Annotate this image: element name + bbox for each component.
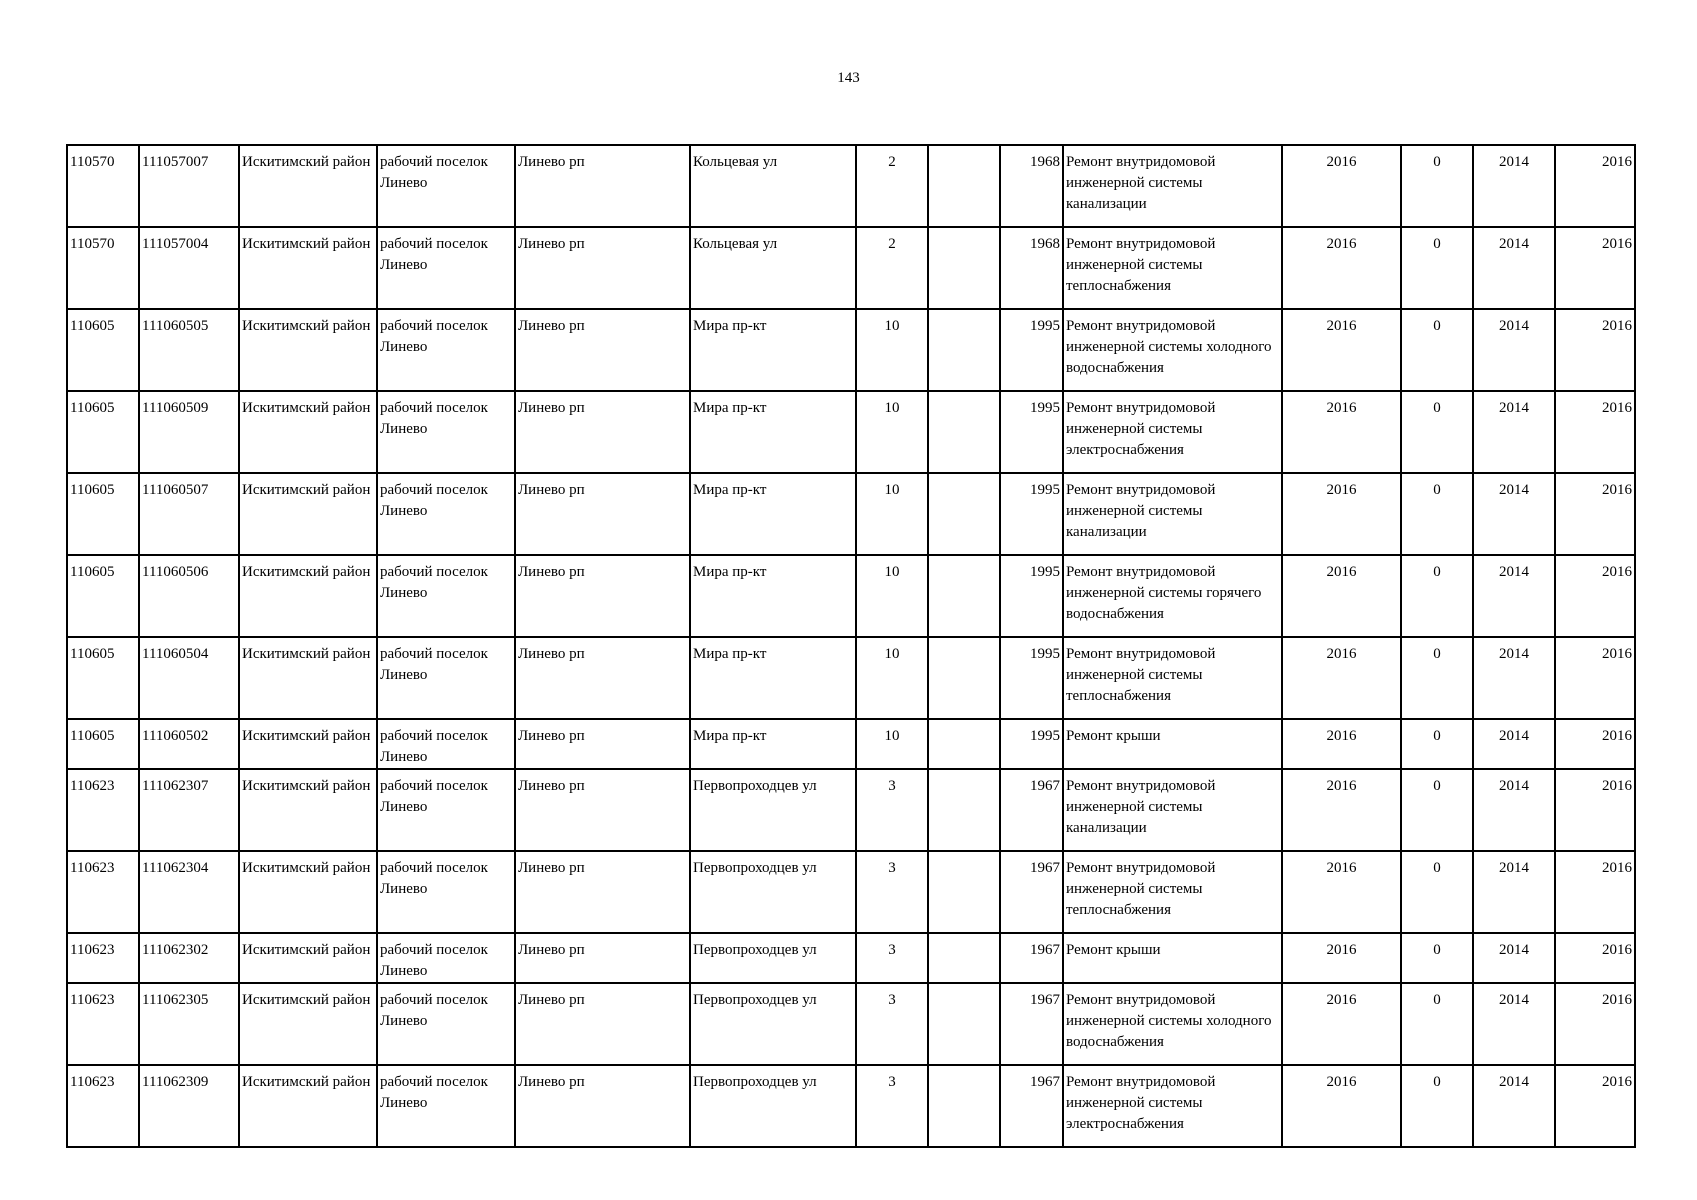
cell-settlement: рабочий поселок Линево: [377, 473, 515, 555]
cell-value: 0: [1401, 933, 1473, 983]
cell-build-year: 1967: [1000, 851, 1063, 933]
cell-record-id: 110605: [67, 391, 139, 473]
cell-build-year: 1995: [1000, 719, 1063, 769]
cell-work-type: Ремонт внутридомовой инженерной системы электроснабжения: [1063, 391, 1282, 473]
cell-building: [928, 769, 1000, 851]
cell-value: 0: [1401, 145, 1473, 227]
cell-work-type: Ремонт внутридомовой инженерной системы канализации: [1063, 145, 1282, 227]
cell-street: Первопроходцев ул: [690, 933, 856, 983]
cell-locality: Линево рп: [515, 473, 690, 555]
cell-work-type: Ремонт внутридомовой инженерной системы горячего водоснабжения: [1063, 555, 1282, 637]
cell-period-end: 2016: [1555, 769, 1635, 851]
cell-settlement: рабочий поселок Линево: [377, 1065, 515, 1147]
cell-record-id: 110623: [67, 769, 139, 851]
table-row: [67, 719, 1635, 769]
cell-period-start: 2014: [1473, 391, 1555, 473]
table-row: [67, 227, 1635, 309]
cell-plan-year: 2016: [1282, 851, 1401, 933]
cell-locality: Линево рп: [515, 637, 690, 719]
cell-period-start: 2014: [1473, 851, 1555, 933]
cell-plan-year: 2016: [1282, 769, 1401, 851]
cell-plan-year: 2016: [1282, 473, 1401, 555]
cell-record-id: 110623: [67, 933, 139, 983]
cell-build-year: 1995: [1000, 391, 1063, 473]
cell-period-start: 2014: [1473, 769, 1555, 851]
cell-build-year: 1968: [1000, 227, 1063, 309]
cell-street: Мира пр-кт: [690, 719, 856, 769]
cell-settlement: рабочий поселок Линево: [377, 145, 515, 227]
cell-locality: Линево рп: [515, 769, 690, 851]
table-row: [67, 851, 1635, 933]
cell-period-end: 2016: [1555, 145, 1635, 227]
cell-district: Искитимский район: [239, 1065, 377, 1147]
cell-house-number: 3: [856, 851, 928, 933]
cell-street: Первопроходцев ул: [690, 769, 856, 851]
cell-value: 0: [1401, 719, 1473, 769]
table-row: [67, 637, 1635, 719]
cell-value: 0: [1401, 309, 1473, 391]
cell-value: 0: [1401, 555, 1473, 637]
cell-plan-year: 2016: [1282, 309, 1401, 391]
registry-table: [66, 144, 1636, 1148]
cell-work-id: 111060504: [139, 637, 239, 719]
cell-district: Искитимский район: [239, 473, 377, 555]
cell-district: Искитимский район: [239, 637, 377, 719]
cell-work-type: Ремонт крыши: [1063, 933, 1282, 983]
cell-street: Кольцевая ул: [690, 227, 856, 309]
table-row: [67, 983, 1635, 1065]
cell-building: [928, 933, 1000, 983]
cell-settlement: рабочий поселок Линево: [377, 309, 515, 391]
cell-house-number: 10: [856, 637, 928, 719]
cell-record-id: 110605: [67, 555, 139, 637]
cell-period-start: 2014: [1473, 719, 1555, 769]
cell-plan-year: 2016: [1282, 1065, 1401, 1147]
cell-build-year: 1967: [1000, 983, 1063, 1065]
cell-house-number: 2: [856, 227, 928, 309]
cell-district: Искитимский район: [239, 555, 377, 637]
cell-building: [928, 227, 1000, 309]
cell-build-year: 1967: [1000, 933, 1063, 983]
cell-value: 0: [1401, 637, 1473, 719]
cell-building: [928, 637, 1000, 719]
cell-period-end: 2016: [1555, 473, 1635, 555]
cell-period-start: 2014: [1473, 309, 1555, 391]
cell-work-type: Ремонт внутридомовой инженерной системы холодного водоснабжения: [1063, 983, 1282, 1065]
cell-period-start: 2014: [1473, 983, 1555, 1065]
cell-settlement: рабочий поселок Линево: [377, 227, 515, 309]
cell-plan-year: 2016: [1282, 933, 1401, 983]
cell-locality: Линево рп: [515, 983, 690, 1065]
cell-district: Искитимский район: [239, 769, 377, 851]
cell-street: Первопроходцев ул: [690, 1065, 856, 1147]
cell-work-type: Ремонт крыши: [1063, 719, 1282, 769]
cell-period-start: 2014: [1473, 145, 1555, 227]
page-number: 143: [837, 70, 860, 86]
cell-house-number: 3: [856, 769, 928, 851]
cell-settlement: рабочий поселок Линево: [377, 719, 515, 769]
cell-house-number: 3: [856, 933, 928, 983]
cell-work-id: 111062304: [139, 851, 239, 933]
cell-locality: Линево рп: [515, 309, 690, 391]
cell-record-id: 110605: [67, 719, 139, 769]
cell-district: Искитимский район: [239, 983, 377, 1065]
table-row: [67, 555, 1635, 637]
cell-period-start: 2014: [1473, 473, 1555, 555]
cell-build-year: 1995: [1000, 637, 1063, 719]
table-body: [67, 145, 1635, 1147]
cell-street: Мира пр-кт: [690, 309, 856, 391]
cell-work-type: Ремонт внутридомовой инженерной системы теплоснабжения: [1063, 637, 1282, 719]
cell-work-type: Ремонт внутридомовой инженерной системы канализации: [1063, 473, 1282, 555]
cell-plan-year: 2016: [1282, 719, 1401, 769]
cell-period-start: 2014: [1473, 1065, 1555, 1147]
cell-period-start: 2014: [1473, 637, 1555, 719]
cell-plan-year: 2016: [1282, 983, 1401, 1065]
cell-locality: Линево рп: [515, 719, 690, 769]
cell-work-id: 111062305: [139, 983, 239, 1065]
cell-street: Мира пр-кт: [690, 473, 856, 555]
cell-period-end: 2016: [1555, 391, 1635, 473]
cell-house-number: 10: [856, 309, 928, 391]
cell-value: 0: [1401, 851, 1473, 933]
cell-value: 0: [1401, 473, 1473, 555]
table-row: [67, 145, 1635, 227]
cell-locality: Линево рп: [515, 145, 690, 227]
cell-plan-year: 2016: [1282, 391, 1401, 473]
cell-house-number: 10: [856, 719, 928, 769]
cell-record-id: 110605: [67, 309, 139, 391]
cell-work-id: 111060506: [139, 555, 239, 637]
cell-house-number: 2: [856, 145, 928, 227]
cell-record-id: 110623: [67, 851, 139, 933]
cell-value: 0: [1401, 391, 1473, 473]
cell-district: Искитимский район: [239, 309, 377, 391]
cell-settlement: рабочий поселок Линево: [377, 851, 515, 933]
cell-work-id: 111062307: [139, 769, 239, 851]
cell-building: [928, 391, 1000, 473]
cell-settlement: рабочий поселок Линево: [377, 933, 515, 983]
cell-work-type: Ремонт внутридомовой инженерной системы электроснабжения: [1063, 1065, 1282, 1147]
cell-work-type: Ремонт внутридомовой инженерной системы холодного водоснабжения: [1063, 309, 1282, 391]
cell-record-id: 110570: [67, 227, 139, 309]
cell-build-year: 1968: [1000, 145, 1063, 227]
cell-period-start: 2014: [1473, 933, 1555, 983]
cell-street: Первопроходцев ул: [690, 851, 856, 933]
cell-district: Искитимский район: [239, 719, 377, 769]
cell-settlement: рабочий поселок Линево: [377, 769, 515, 851]
cell-period-end: 2016: [1555, 227, 1635, 309]
cell-work-id: 111060507: [139, 473, 239, 555]
cell-house-number: 3: [856, 983, 928, 1065]
cell-period-end: 2016: [1555, 309, 1635, 391]
cell-settlement: рабочий поселок Линево: [377, 555, 515, 637]
cell-plan-year: 2016: [1282, 555, 1401, 637]
cell-house-number: 10: [856, 555, 928, 637]
cell-street: Мира пр-кт: [690, 391, 856, 473]
cell-work-id: 111062309: [139, 1065, 239, 1147]
cell-street: Первопроходцев ул: [690, 983, 856, 1065]
cell-locality: Линево рп: [515, 227, 690, 309]
cell-locality: Линево рп: [515, 851, 690, 933]
cell-street: Мира пр-кт: [690, 637, 856, 719]
cell-work-id: 111062302: [139, 933, 239, 983]
cell-period-end: 2016: [1555, 719, 1635, 769]
cell-work-id: 111060505: [139, 309, 239, 391]
cell-locality: Линево рп: [515, 1065, 690, 1147]
cell-building: [928, 145, 1000, 227]
cell-house-number: 10: [856, 473, 928, 555]
cell-record-id: 110570: [67, 145, 139, 227]
cell-build-year: 1995: [1000, 473, 1063, 555]
cell-value: 0: [1401, 1065, 1473, 1147]
cell-build-year: 1967: [1000, 1065, 1063, 1147]
cell-period-end: 2016: [1555, 933, 1635, 983]
cell-record-id: 110623: [67, 983, 139, 1065]
cell-district: Искитимский район: [239, 851, 377, 933]
cell-period-end: 2016: [1555, 851, 1635, 933]
table-row: [67, 473, 1635, 555]
cell-building: [928, 473, 1000, 555]
cell-district: Искитимский район: [239, 933, 377, 983]
cell-period-end: 2016: [1555, 1065, 1635, 1147]
cell-building: [928, 719, 1000, 769]
cell-value: 0: [1401, 769, 1473, 851]
cell-period-start: 2014: [1473, 227, 1555, 309]
cell-district: Искитимский район: [239, 227, 377, 309]
cell-build-year: 1995: [1000, 555, 1063, 637]
cell-work-id: 111060509: [139, 391, 239, 473]
cell-district: Искитимский район: [239, 145, 377, 227]
cell-plan-year: 2016: [1282, 637, 1401, 719]
cell-value: 0: [1401, 983, 1473, 1065]
cell-value: 0: [1401, 227, 1473, 309]
cell-work-type: Ремонт внутридомовой инженерной системы теплоснабжения: [1063, 227, 1282, 309]
cell-building: [928, 983, 1000, 1065]
cell-building: [928, 851, 1000, 933]
table-row: [67, 769, 1635, 851]
cell-period-end: 2016: [1555, 555, 1635, 637]
cell-work-id: 111057004: [139, 227, 239, 309]
cell-plan-year: 2016: [1282, 145, 1401, 227]
cell-record-id: 110623: [67, 1065, 139, 1147]
cell-locality: Линево рп: [515, 391, 690, 473]
cell-period-start: 2014: [1473, 555, 1555, 637]
cell-street: Мира пр-кт: [690, 555, 856, 637]
cell-building: [928, 309, 1000, 391]
cell-house-number: 3: [856, 1065, 928, 1147]
cell-work-id: 111057007: [139, 145, 239, 227]
table-row: [67, 933, 1635, 983]
cell-building: [928, 555, 1000, 637]
cell-period-end: 2016: [1555, 637, 1635, 719]
cell-record-id: 110605: [67, 473, 139, 555]
table-row: [67, 309, 1635, 391]
cell-street: Кольцевая ул: [690, 145, 856, 227]
cell-plan-year: 2016: [1282, 227, 1401, 309]
cell-work-type: Ремонт внутридомовой инженерной системы канализации: [1063, 769, 1282, 851]
table-row: [67, 391, 1635, 473]
cell-settlement: рабочий поселок Линево: [377, 637, 515, 719]
cell-locality: Линево рп: [515, 555, 690, 637]
cell-work-type: Ремонт внутридомовой инженерной системы теплоснабжения: [1063, 851, 1282, 933]
cell-locality: Линево рп: [515, 933, 690, 983]
cell-building: [928, 1065, 1000, 1147]
cell-house-number: 10: [856, 391, 928, 473]
cell-settlement: рабочий поселок Линево: [377, 391, 515, 473]
cell-settlement: рабочий поселок Линево: [377, 983, 515, 1065]
cell-record-id: 110605: [67, 637, 139, 719]
cell-build-year: 1967: [1000, 769, 1063, 851]
cell-work-id: 111060502: [139, 719, 239, 769]
cell-build-year: 1995: [1000, 309, 1063, 391]
table-row: [67, 1065, 1635, 1147]
cell-period-end: 2016: [1555, 983, 1635, 1065]
cell-district: Искитимский район: [239, 391, 377, 473]
